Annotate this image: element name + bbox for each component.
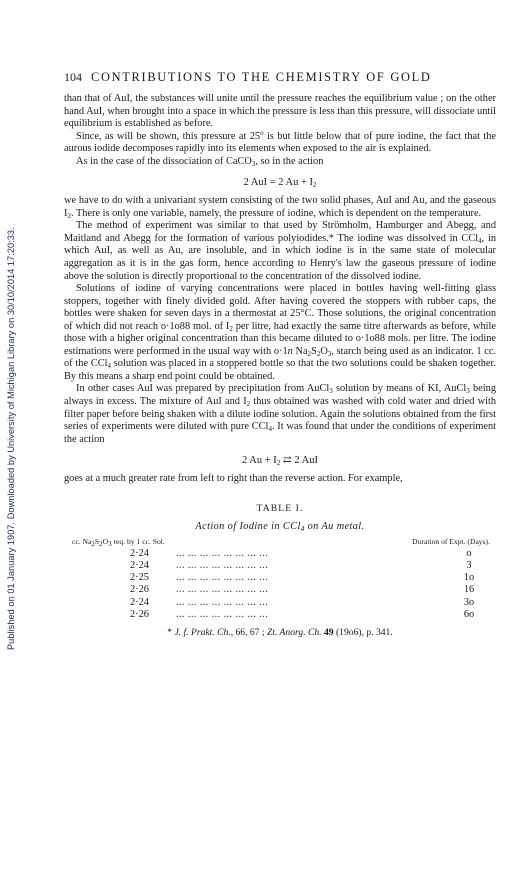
running-title: CONTRIBUTIONS TO THE CHEMISTRY OF GOLD — [91, 70, 432, 84]
table-cell-titre: 2·24 — [130, 559, 149, 571]
table-body — [64, 548, 496, 621]
table-cell-days: o — [466, 547, 472, 559]
paragraph-2: Since, as will be shown, this pressure at 25$^o$ is but little below that of pure iodine, the fact that the aurous iodide decomposes rapidly into its elements when exposed to the air is explained. — [64, 128, 496, 155]
paragraph-4: we have to do with a univariant system consisting of the two solid phases, AuI and Au, and the gaseous $I_2$. There is only one variable, namely, the pressure of iodine, which is dependent on the temperature. — [64, 195, 496, 220]
table-cell-days: 6o — [463, 608, 475, 620]
paragraph-5: The method of experiment was similar to that used by Strömholm, Hamburger and Abegg, and Maitland and Abegg for the formation of various polyiodides.* The iodine was dissolved in CCl$_4$, in which AuI, as well as Au, are insoluble, and in which iodine is in the same state of molecular aggregation as it is in the gas form, hence according to Henry's law the gaseous pressure of iodine above the solution is directly proportional to the concentration of the dissolved iodine. — [64, 220, 496, 282]
leader-dots: ... ... ... ... ... ... ... ... — [176, 559, 269, 571]
leader-dots: ... ... ... ... ... ... ... ... — [176, 572, 269, 584]
table-cell-titre: 2·26 — [130, 608, 149, 620]
table-cell-days: 3o — [463, 596, 475, 608]
leader-dots: ... ... ... ... ... ... ... ... — [176, 547, 269, 559]
equation-2: 2 $Au + I_2$ ⇄ 2 AuI — [242, 455, 318, 468]
table-header — [72, 537, 490, 546]
table-row — [64, 584, 496, 596]
paragraph-3: As in the case of the dissociation of CaCO$_3$, so in the action — [76, 155, 324, 168]
equation-1: 2 AuI = 2 $Au + I_2$ — [243, 177, 317, 190]
equilibrium-arrow-icon: ⇄ — [282, 455, 292, 467]
paragraph-6: Solutions of iodine of varying concentrations were placed in bottles having well-fitting glass stoppers, together with finely divided gold. After having covered the stoppers with rubber caps, the bottles were shaken for seven days in a thermostat at 25°C. Those solutions, the original concentration of which did not reach o·1o88 mol. of $I_2$ per litre, had exactly the same titre afterwards as before, while those with a higher original concentration than this became diluted to o·1o88 mols. per litre. The iodine estimations were performed in the usual way with o·1n $Na_2S_2O_3$, starch being used as an indicator. 1 cc. of the CCl$_4$ solution was placed in a stoppered bottle so that the two solutions could be shaken together. By this means a sharp end point could be obtained. — [64, 283, 497, 382]
running-header — [64, 70, 496, 85]
table-cell-days: 1o — [463, 572, 475, 584]
table-cell-titre: 2·26 — [130, 584, 149, 596]
table-caption: Action of Iodine in CCl$_4$ on Au metal. — [195, 520, 365, 533]
leader-dots: ... ... ... ... ... ... ... ... — [176, 608, 269, 620]
table-cell-titre: 2·24 — [130, 547, 149, 559]
table-col2-header: Duration of Expt. (Days). — [412, 536, 490, 546]
table-cell-titre: 2·24 — [130, 596, 149, 608]
leader-dots: ... ... ... ... ... ... ... ... — [176, 596, 269, 608]
table-col1-header: cc. $Na_2S_2O_3$ req. by 1 cc. Sol. — [72, 536, 165, 548]
paragraph-7: In other cases AuI was prepared by precipitation from AuCl$_3$ solution by means of KI, AuCl$_3$ being always in excess. The mixture of AuI and $I_2$ thus obtained was washed with cold water and dried with filter paper before being shaken with a dilute iodine solution. Again the solutions obtained from the first series of experiments were diluted with pure CCl$_4$. It was found that under the conditions of experiment the action — [64, 383, 496, 445]
footnote: * J. f. Prakt. Ch., 66, 67 ; Zt. Anorg. Ch. 49 (19o6), p. 341. — [167, 626, 393, 638]
table-cell-days: 16 — [463, 584, 475, 596]
page-number: 104 — [64, 70, 82, 84]
table-row — [64, 560, 496, 572]
table-row — [64, 609, 496, 621]
page-content — [64, 70, 496, 638]
table-row — [64, 597, 496, 609]
table-row — [64, 548, 496, 560]
table-cell-days: 3 — [466, 559, 472, 571]
paragraph-8: goes at a much greater rate from left to right than the reverse action. For example, — [64, 473, 403, 485]
table-title: TABLE I. — [256, 502, 304, 514]
leader-dots: ... ... ... ... ... ... ... ... — [176, 584, 269, 596]
download-watermark: Published on 01 January 1907. Downloaded by University of Michigan Library on 30/10/2014 17:20:33. — [6, 227, 16, 650]
table-row — [64, 572, 496, 584]
table-cell-titre: 2·25 — [130, 572, 149, 584]
paragraph-1: than that of AuI, the substances will unite until the pressure reaches the equilibrium value ; on the other hand AuI, when brought into a space in which the pressure is less than this pressure, will dissociate until equilibrium is established as before. — [64, 93, 496, 130]
